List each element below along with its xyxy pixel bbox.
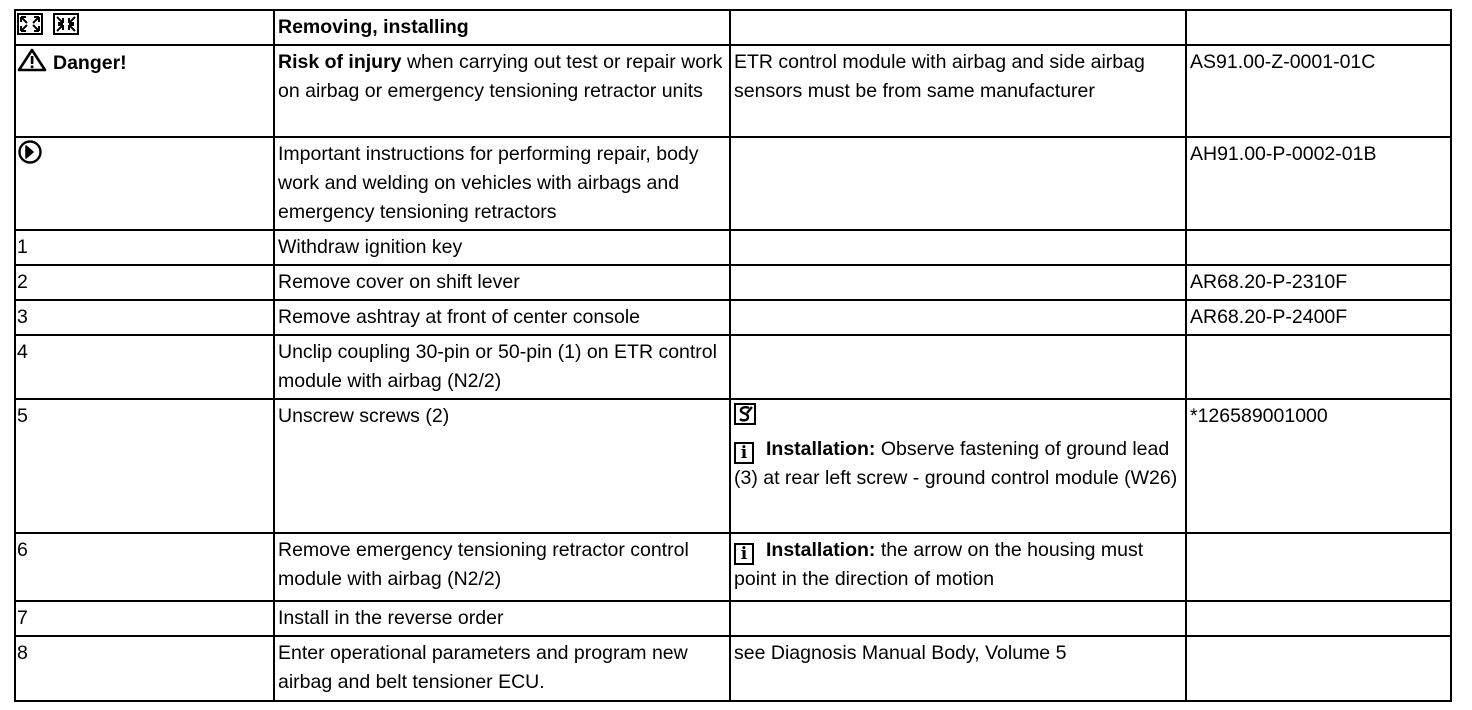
danger-label: Danger! [53,52,127,74]
step-number: 7 [15,601,274,636]
step-number: 3 [15,300,274,335]
expand-all-icon[interactable] [17,13,43,41]
warning-triangle-icon [17,48,47,81]
header-title: Removing, installing [274,10,730,45]
installation-note [734,435,1182,493]
danger-heading: Risk of injury [278,51,402,73]
step-number: 8 [15,636,274,701]
step-row [15,533,1451,601]
step-note-cell [730,335,1186,399]
procedure-table [14,9,1452,702]
important-notice-icon [17,140,43,173]
collapse-all-icon[interactable] [53,13,79,41]
installation-text: Observe fastening of ground lead (3) at rear left screw - ground control module (W26) [734,438,1178,489]
installation-label: Installation: [766,539,876,561]
step-row [15,300,1451,335]
step-text: Remove cover on shift lever [274,265,730,300]
step-number: 4 [15,335,274,399]
step-text: Install in the reverse order [274,601,730,636]
danger-label-cell [15,45,274,137]
important-ref-link[interactable]: AH91.00-P-0002-01B [1186,137,1451,230]
danger-text-cell [274,45,730,137]
step-text: Withdraw ignition key [274,230,730,265]
step-ref [1186,636,1451,701]
step-row [15,601,1451,636]
step-text: Unscrew screws (2) [274,399,730,533]
step-row [15,230,1451,265]
step-row [15,265,1451,300]
step-ref-link[interactable]: AR68.20-P-2310F [1186,265,1451,300]
installation-text: the arrow on the housing must point in the direction of motion [734,539,1144,590]
danger-row [15,45,1451,137]
step-note-cell [730,601,1186,636]
step-number: 6 [15,533,274,601]
step-text: Enter operational parameters and program new airbag and belt tensioner ECU. [274,636,730,701]
danger-ref-link[interactable]: AS91.00-Z-0001-01C [1186,45,1451,137]
step-note-cell [730,300,1186,335]
step-row [15,335,1451,399]
danger-note: ETR control module with airbag and side airbag sensors must be from same manufacturer [730,45,1186,137]
step-ref [1186,533,1451,601]
step-ref-link[interactable]: AR68.20-P-2400F [1186,300,1451,335]
installation-label: Installation: [766,438,876,460]
step-row [15,636,1451,701]
step-number: 1 [15,230,274,265]
important-icon-cell [15,137,274,230]
step-text: Remove ashtray at front of center console [274,300,730,335]
step-number: 2 [15,265,274,300]
header-empty-cell [730,10,1186,45]
step-note-cell [730,265,1186,300]
tool-line [734,402,1182,433]
header-icons-cell [15,10,274,45]
step-note: see Diagnosis Manual Body, Volume 5 [730,636,1186,701]
step-note-cell [730,399,1186,533]
special-tool-icon [734,403,756,433]
header-row [15,10,1451,45]
step-row [15,399,1451,533]
step-text: Unclip coupling 30-pin or 50-pin (1) on ETR control module with airbag (N2/2) [274,335,730,399]
header-empty-cell [1186,10,1451,45]
step-text: Remove emergency tensioning retractor control module with airbag (N2/2) [274,533,730,601]
step-number: 5 [15,399,274,533]
step-ref [1186,335,1451,399]
step-note-cell [730,533,1186,601]
step-note-cell [730,230,1186,265]
step-ref [1186,230,1451,265]
step-ref [1186,601,1451,636]
info-icon: i [734,442,754,464]
important-empty-cell [730,137,1186,230]
important-text: Important instructions for performing repair, body work and welding on vehicles with airbags and emergency tensioning retractors [274,137,730,230]
step-ref: *126589001000 [1186,399,1451,533]
info-icon: i [734,543,754,565]
danger-text: when carrying out test or repair work on airbag or emergency tensioning retractor units [278,51,723,102]
important-row [15,137,1451,230]
